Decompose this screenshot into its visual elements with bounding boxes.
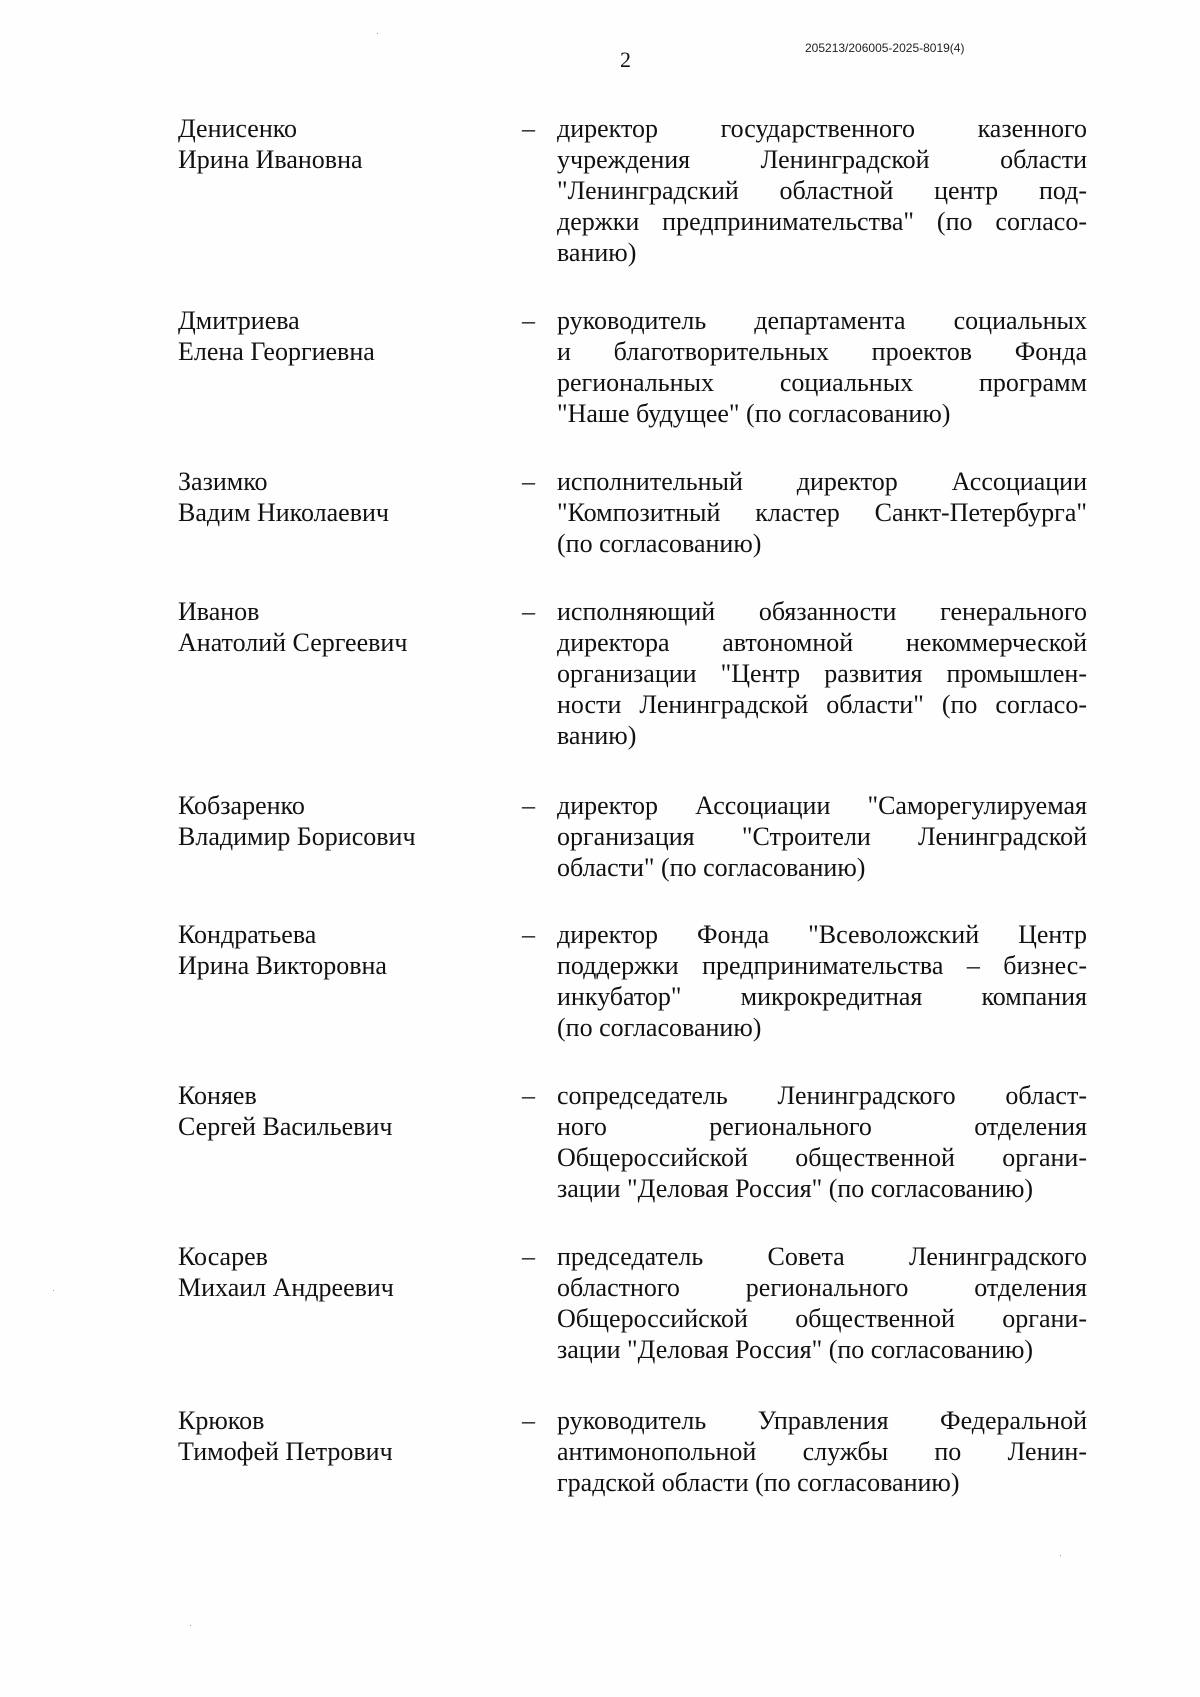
role-line: зации "Деловая Россия" (по согласованию) xyxy=(557,1335,1034,1364)
member-name xyxy=(178,1241,498,1303)
member-name xyxy=(178,790,498,852)
dash-separator: – xyxy=(522,306,535,335)
role-line: учреждения Ленинградской области xyxy=(557,145,1087,174)
role-line: области" (по согласованию) xyxy=(557,853,866,882)
document-id: 205213/206005-2025-8019(4) xyxy=(805,41,965,55)
role-line: директора автономной некоммерческой xyxy=(557,628,1087,657)
dash-separator: – xyxy=(522,1242,535,1271)
role-line: градской области (по согласованию) xyxy=(557,1468,960,1497)
member-role xyxy=(557,919,1087,1043)
role-line: директор государственного казенного xyxy=(557,114,1087,143)
member-given-name: Анатолий Сергеевич xyxy=(178,628,408,657)
role-line: ности Ленинградской области" (по согласо- xyxy=(557,690,1087,719)
member-given-name: Елена Георгиевна xyxy=(178,337,375,366)
role-line: организации "Центр развития промышлен- xyxy=(557,659,1087,688)
role-line: руководитель Управления Федеральной xyxy=(557,1406,1087,1435)
member-role xyxy=(557,305,1087,429)
role-line: и благотворительных проектов Фонда xyxy=(557,337,1087,366)
role-line: председатель Совета Ленинградского xyxy=(557,1242,1087,1271)
member-name xyxy=(178,1405,498,1467)
member-surname: Дмитриева xyxy=(178,306,300,335)
role-line: антимонопольной службы по Ленин- xyxy=(557,1437,1087,1466)
page-number: 2 xyxy=(620,47,631,72)
role-line: зации "Деловая Россия" (по согласованию) xyxy=(557,1174,1034,1203)
member-surname: Коняев xyxy=(178,1081,257,1110)
role-line: Общероссийской общественной органи- xyxy=(557,1304,1087,1333)
scan-speck xyxy=(53,1290,54,1291)
member-given-name: Вадим Николаевич xyxy=(178,498,389,527)
member-surname: Косарев xyxy=(178,1242,268,1271)
member-given-name: Владимир Борисович xyxy=(178,822,416,851)
member-name xyxy=(178,113,498,175)
member-surname: Кондратьева xyxy=(178,920,317,949)
dash-separator: – xyxy=(522,467,535,496)
member-role xyxy=(557,113,1087,268)
member-name xyxy=(178,466,498,528)
member-name xyxy=(178,919,498,981)
role-line: ванию) xyxy=(557,238,637,267)
role-line: (по согласованию) xyxy=(557,529,762,558)
scan-speck xyxy=(190,1625,191,1626)
member-given-name: Михаил Андреевич xyxy=(178,1273,394,1302)
role-line: директор Фонда "Всеволожский Центр xyxy=(557,920,1087,949)
role-line: областного регионального отделения xyxy=(557,1273,1087,1302)
member-surname: Зазимко xyxy=(178,467,268,496)
role-line: исполнительный директор Ассоциации xyxy=(557,467,1087,496)
scan-speck xyxy=(377,33,378,34)
role-line: "Наше будущее" (по согласованию) xyxy=(557,399,951,428)
member-role xyxy=(557,1405,1087,1498)
member-name xyxy=(178,305,498,367)
role-line: Общероссийской общественной органи- xyxy=(557,1143,1087,1172)
dash-separator: – xyxy=(522,1406,535,1435)
role-line: исполняющий обязанности генерального xyxy=(557,597,1087,626)
role-line: ванию) xyxy=(557,721,637,750)
member-given-name: Ирина Викторовна xyxy=(178,951,387,980)
role-line: (по согласованию) xyxy=(557,1013,762,1042)
member-given-name: Ирина Ивановна xyxy=(178,145,363,174)
role-line: ного регионального отделения xyxy=(557,1112,1087,1141)
member-role xyxy=(557,466,1087,559)
role-line: держки предпринимательства" (по согласо- xyxy=(557,207,1087,236)
role-line: поддержки предпринимательства – бизнес- xyxy=(557,951,1087,980)
dash-separator: – xyxy=(522,920,535,949)
member-role xyxy=(557,596,1087,751)
scan-speck xyxy=(1060,1555,1061,1556)
role-line: инкубатор" микрокредитная компания xyxy=(557,982,1087,1011)
member-surname: Иванов xyxy=(178,597,260,626)
role-line: региональных социальных программ xyxy=(557,368,1087,397)
member-surname: Денисенко xyxy=(178,114,298,143)
member-given-name: Сергей Васильевич xyxy=(178,1112,393,1141)
role-line: директор Ассоциации "Саморегулируемая xyxy=(557,791,1087,820)
dash-separator: – xyxy=(522,597,535,626)
role-line: "Композитный кластер Санкт-Петербурга" xyxy=(557,498,1087,527)
role-line: "Ленинградский областной центр под- xyxy=(557,176,1087,205)
role-line: организация "Строители Ленинградской xyxy=(557,822,1087,851)
member-role xyxy=(557,790,1087,883)
member-surname: Кобзаренко xyxy=(178,791,305,820)
dash-separator: – xyxy=(522,114,535,143)
member-surname: Крюков xyxy=(178,1406,265,1435)
member-name xyxy=(178,596,498,658)
member-role xyxy=(557,1241,1087,1365)
member-given-name: Тимофей Петрович xyxy=(178,1437,393,1466)
member-name xyxy=(178,1080,498,1142)
member-role xyxy=(557,1080,1087,1204)
role-line: руководитель департамента социальных xyxy=(557,306,1087,335)
role-line: сопредседатель Ленинградского област- xyxy=(557,1081,1087,1110)
dash-separator: – xyxy=(522,791,535,820)
dash-separator: – xyxy=(522,1081,535,1110)
